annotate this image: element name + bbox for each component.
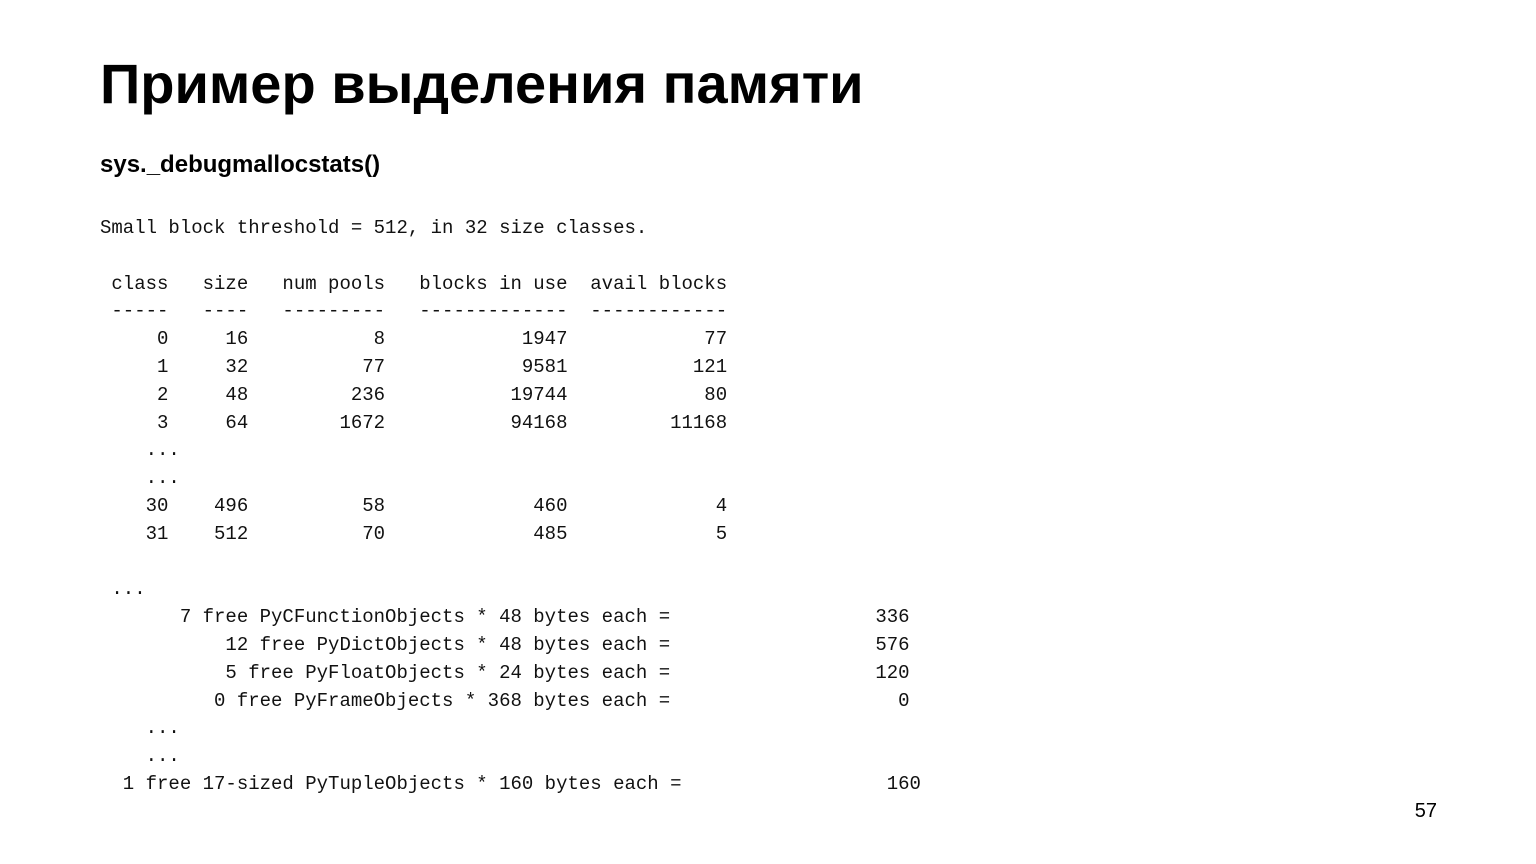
table-header: class size num pools blocks in use avail blocks [100, 272, 728, 295]
table-row: 0 16 8 1947 77 [100, 328, 728, 351]
slide-subtitle: sys._debugmallocstats() [100, 151, 381, 178]
code-line [100, 243, 921, 271]
table-row: 30 496 58 460 4 [100, 494, 728, 517]
slide-title: Пример выделения памяти [100, 52, 864, 115]
code-line [100, 549, 921, 577]
page-number: 57 [1414, 800, 1437, 822]
table-row: 1 32 77 9581 121 [100, 355, 728, 378]
free-objects-line: 12 free PyDictObjects * 48 bytes each = 576 [100, 633, 910, 656]
ellipsis-line: ... [100, 439, 180, 462]
free-objects-line: 0 free PyFrameObjects * 368 bytes each = 0 [100, 689, 910, 712]
table-row: 2 48 236 19744 80 [100, 383, 728, 406]
table-row: 31 512 70 485 5 [100, 522, 728, 545]
free-objects-line: 1 free 17-sized PyTupleObjects * 160 bytes each = 160 [100, 772, 921, 795]
code-block [100, 215, 921, 799]
ellipsis-line: ... [100, 745, 180, 768]
ellipsis-line: ... [100, 717, 180, 740]
table-separator: ----- ---- --------- ------------- ------------ [100, 300, 728, 323]
code-line: Small block threshold = 512, in 32 size classes. [100, 217, 648, 239]
ellipsis-line: ... [100, 578, 146, 601]
free-objects-line: 5 free PyFloatObjects * 24 bytes each = 120 [100, 661, 910, 684]
free-objects-line: 7 free PyCFunctionObjects * 48 bytes each = 336 [100, 606, 910, 629]
ellipsis-line: ... [100, 467, 180, 490]
table-row: 3 64 1672 94168 11168 [100, 411, 728, 434]
